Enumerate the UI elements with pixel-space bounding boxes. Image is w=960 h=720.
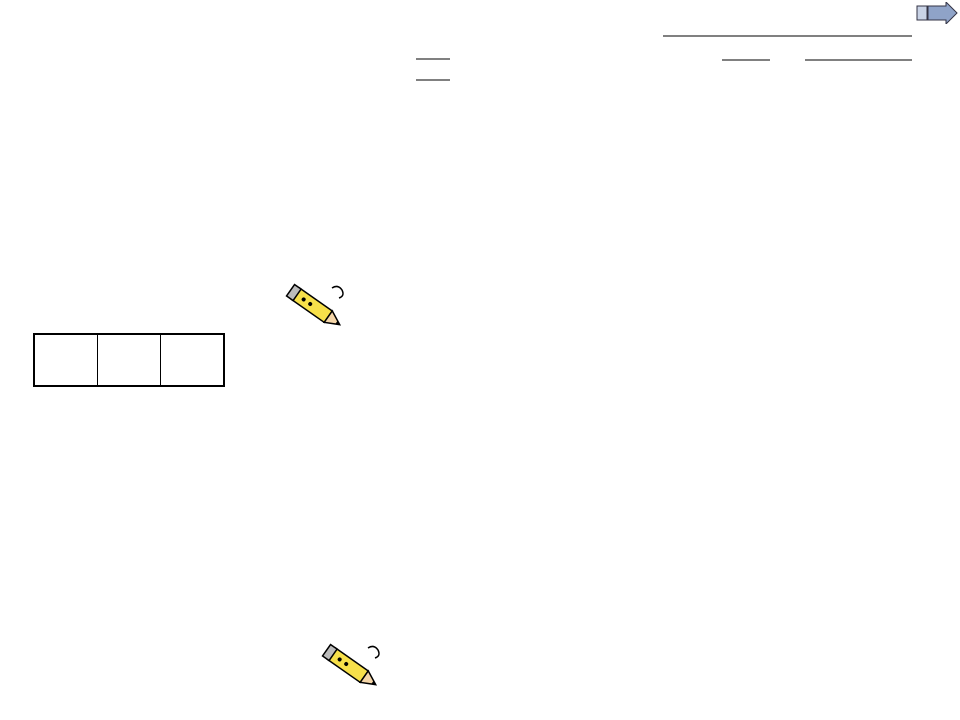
header-precip bbox=[161, 334, 225, 386]
pencil-icon bbox=[282, 280, 352, 340]
climate-chart bbox=[380, 0, 920, 720]
climate-table bbox=[33, 333, 225, 387]
nav-arrow-icon[interactable] bbox=[916, 2, 958, 24]
table-header-row bbox=[34, 334, 224, 386]
header-temp bbox=[98, 334, 161, 386]
pencil-icon bbox=[318, 640, 388, 700]
form-header bbox=[416, 36, 912, 80]
header-month bbox=[34, 334, 98, 386]
